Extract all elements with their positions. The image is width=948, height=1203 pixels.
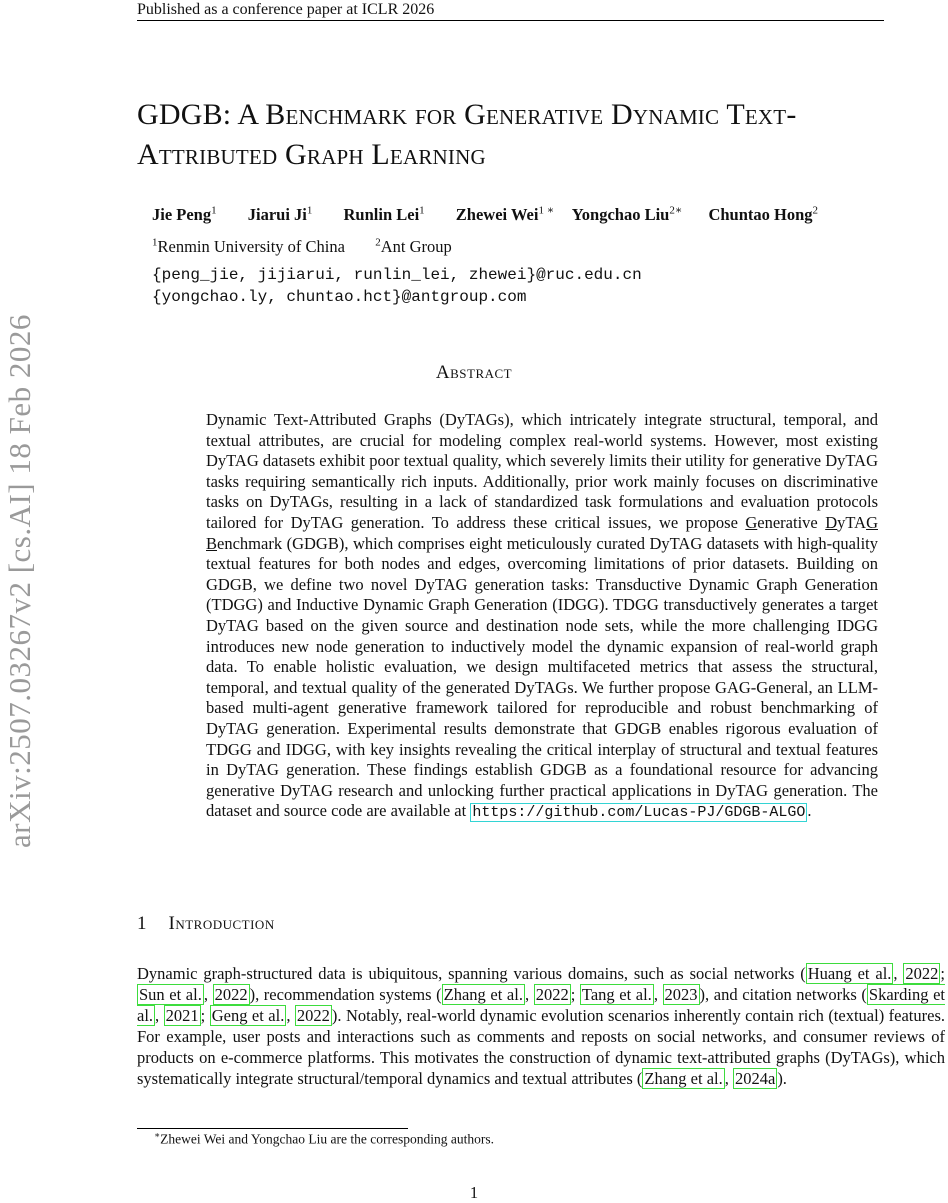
citation-link[interactable]: Sun et al. (139, 985, 202, 1004)
header-rule (137, 20, 884, 21)
github-link[interactable]: https://github.com/Lucas-PJ/GDGB-ALGO (472, 804, 806, 822)
citation-link[interactable]: 2022 (905, 964, 939, 983)
citation-link[interactable]: Tang et al. (581, 985, 652, 1004)
section-heading: 1 Introduction (137, 913, 275, 934)
abstract-text: Dynamic Text-Attributed Graphs (DyTAGs), which intricately integrate structural, temporal, and textual attributes, are crucial for modeling complex real-world systems. However, most existing DyTAG datasets exhibit poor textual quality, which severely limits their utility for generative DyTAG tasks requiring semantically rich inputs. Additionally, prior work mainly focuses on discriminative tasks on DyTAGs, resulting in a lack of standardized task formulations and evaluation protocols tailored for DyTAG generation. To address these critical issues, we propose Generative DyTAG Benchmark (GDGB), which comprises eight meticulously curated DyTAG datasets with high-quality textual features for both nodes and edges, overcoming limitations of prior datasets. Building on GDGB, we define two novel DyTAG generation tasks: Transductive Dynamic Graph Generation (TDGG) and Inductive Dynamic Graph Generation (IDGG). TDGG transductively generates a target DyTAG based on the given source and destination node sets, while the more challenging IDGG introduces new node generation to inductively model the dynamic expansion of real-world graph data. To enable holistic evaluation, we design multifaceted metrics that assess the structural, temporal, and textual quality of the generated DyTAGs. We further propose GAG-General, an LLM-based multi-agent generative framework tailored for reproducible and robust benchmarking of DyTAG generation. Experimental results demonstrate that GDGB enables rigorous evaluation of TDGG and IDGG, with key insights revealing the critical interplay of structural and textual features in DyTAG generation. These findings establish GDGB as a foundational resource for advancing generative DyTAG research and unlocking further practical applications in DyTAG generation. The dataset and source code are available at https://github.com/Lucas-PJ/GDGB-ALGO . (206, 410, 878, 822)
affiliations (152, 236, 452, 257)
citation-link[interactable]: 2021 (165, 1006, 199, 1025)
author: Yongchao Liu$^{2∗}$ (571, 204, 683, 224)
email-line: {peng_jie, jijiarui, runlin_lei, zhewei}@ruc.edu.cn (152, 266, 642, 284)
affiliation: $^2$Ant Group (375, 236, 452, 256)
author: Runlin Lei$^1$ (343, 204, 425, 224)
intro-paragraph: Dynamic graph-structured data is ubiquitous, spanning various domains, such as social networks ( Huang et al. , 2022 ; Sun et al. , 2022 ), recommendation systems ( Zhang et al. , 2022 ; Tang et al. , 2023 ), and citation networks ( Skarding et al. , 2021 ; Geng et al. , 2022 ). Notably, real-world dynamic evolution scenarios inherently contain rich (textual) features. For example, user posts and interactions such as comments and reposts on social networks, and consumer reviews of products on e-commerce platforms. This motivates the construction of dynamic text-attributed graphs (DyTAGs), which systematically integrate structural/temporal dynamics and textual attributes ( Zhang et al. , 2024a ). (137, 964, 946, 1088)
footnote: ∗Zhewei Wei and Yongchao Liu are the corresponding authors. (154, 1130, 494, 1147)
footnote-rule (137, 1128, 408, 1129)
citation-link[interactable]: 2024a (734, 1069, 776, 1088)
citation-link[interactable]: Skarding et al. (137, 985, 945, 1025)
citation-link[interactable]: Zhang et al. (443, 985, 523, 1004)
title-line-1: GDGB: A Benchmark for Generative Dynamic Text- (137, 98, 797, 131)
running-header: Published as a conference paper at ICLR 2026 (137, 1, 435, 18)
author: Jiarui Ji$^1$ (247, 204, 313, 224)
citation-link[interactable]: Geng et al. (211, 1006, 285, 1025)
affiliation: $^1$Renmin University of China (152, 236, 345, 256)
email-line: {yongchao.ly, chuntao.hct}@antgroup.com (152, 288, 527, 306)
author: Chuntao Hong$^2$ (708, 204, 819, 224)
citation-link[interactable]: 2023 (664, 985, 698, 1004)
citation-link[interactable]: Huang et al. (807, 964, 892, 983)
citation-link[interactable]: 2022 (296, 1006, 330, 1025)
abstract-heading: Abstract (435, 362, 513, 383)
title-line-2: Attributed Graph Learning (137, 138, 486, 171)
author-list (152, 203, 818, 225)
citation-link[interactable]: Zhang et al. (644, 1069, 723, 1088)
author: Jie Peng$^1$ (152, 204, 217, 224)
arxiv-side-stamp: arXiv:2507.03267v2 [cs.AI] 18 Feb 2026 (2, 314, 37, 848)
citation-link[interactable]: 2022 (535, 985, 569, 1004)
citation-link[interactable]: 2022 (214, 985, 248, 1004)
paper-title (137, 95, 948, 175)
author: Zhewei Wei$^{1 ∗}$ (455, 204, 555, 224)
page-number: 1 (469, 1183, 479, 1202)
